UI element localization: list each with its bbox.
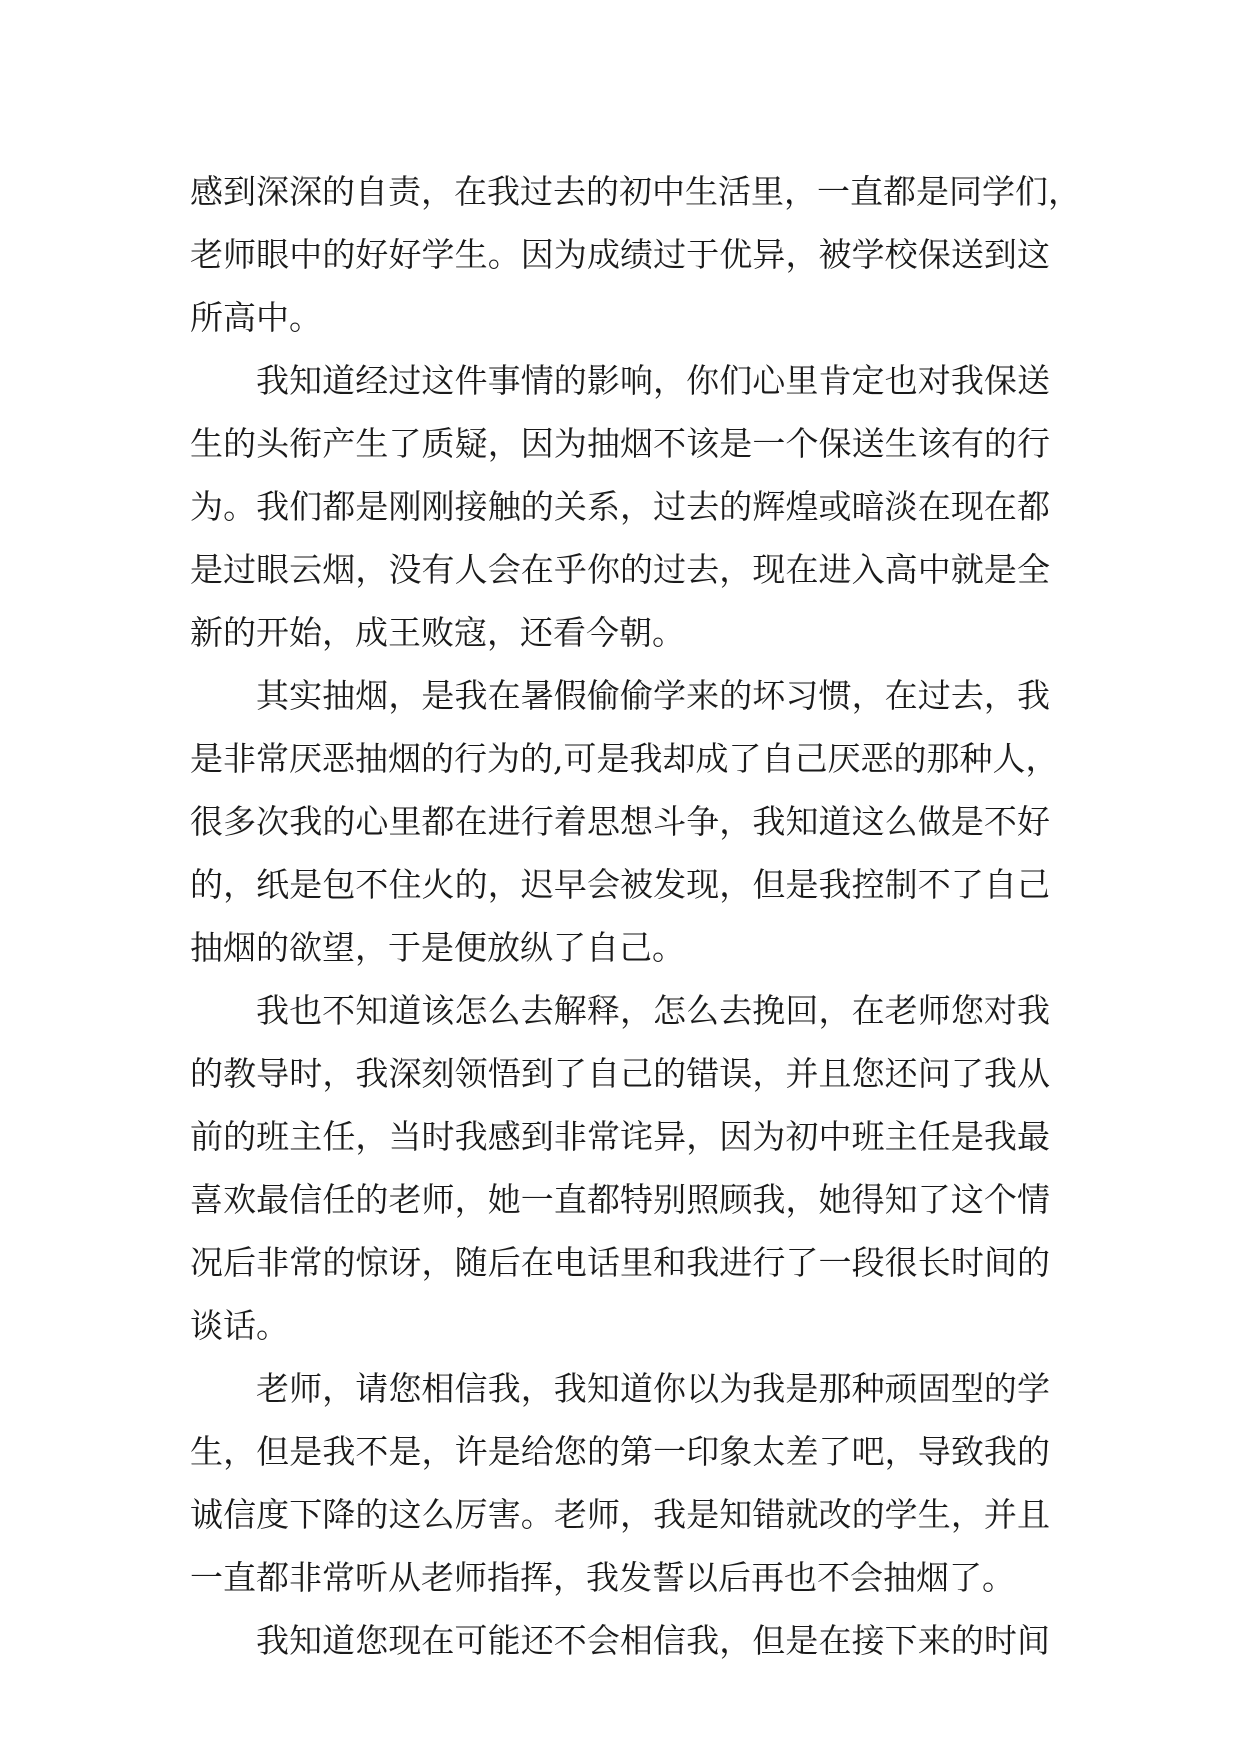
text-line: 生，但是我不是，许是给您的第一印象太差了吧，导致我的 bbox=[190, 1432, 1050, 1471]
text-line: 老师眼中的好好学生。因为成绩过于优异，被学校保送到这 bbox=[190, 235, 1050, 274]
text-line: 抽烟的欲望，于是便放纵了自己。 bbox=[190, 928, 685, 967]
text-line: 的教导时，我深刻领悟到了自己的错误，并且您还问了我从 bbox=[190, 1054, 1050, 1093]
text-line: 的，纸是包不住火的，迟早会被发现，但是我控制不了自己 bbox=[190, 865, 1050, 904]
text-line: 很多次我的心里都在进行着思想斗争，我知道这么做是不好 bbox=[190, 802, 1050, 841]
text-line: 前的班主任，当时我感到非常诧异，因为初中班主任是我最 bbox=[190, 1117, 1050, 1156]
text-line: 我知道经过这件事情的影响，你们心里肯定也对我保送 bbox=[256, 361, 1050, 400]
text-line: 谈话。 bbox=[190, 1306, 289, 1345]
text-line: 诚信度下降的这么厉害。老师，我是知错就改的学生，并且 bbox=[190, 1495, 1050, 1534]
body-text bbox=[190, 160, 1081, 1672]
text-line: 新的开始，成王败寇，还看今朝。 bbox=[190, 613, 685, 652]
text-line: 是非常厌恶抽烟的行为的,可是我却成了自己厌恶的那种人， bbox=[190, 739, 1059, 778]
text-line: 为。我们都是刚刚接触的关系，过去的辉煌或暗淡在现在都 bbox=[190, 487, 1050, 526]
text-line: 老师，请您相信我，我知道你以为我是那种顽固型的学 bbox=[256, 1369, 1050, 1408]
text-line: 一直都非常听从老师指挥，我发誓以后再也不会抽烟了。 bbox=[190, 1558, 1015, 1597]
text-line: 况后非常的惊讶，随后在电话里和我进行了一段很长时间的 bbox=[190, 1243, 1050, 1282]
text-line: 我也不知道该怎么去解释，怎么去挽回，在老师您对我 bbox=[256, 991, 1050, 1030]
text-line: 我知道您现在可能还不会相信我，但是在接下来的时间 bbox=[256, 1621, 1050, 1660]
text-line: 所高中。 bbox=[190, 298, 322, 337]
text-line: 是过眼云烟，没有人会在乎你的过去，现在进入高中就是全 bbox=[190, 550, 1050, 589]
text-line: 感到深深的自责，在我过去的初中生活里，一直都是同学们， bbox=[190, 172, 1081, 211]
text-line: 喜欢最信任的老师，她一直都特别照顾我，她得知了这个情 bbox=[190, 1180, 1050, 1219]
text-line: 其实抽烟，是我在暑假偷偷学来的坏习惯，在过去，我 bbox=[256, 676, 1050, 715]
text-line: 生的头衔产生了质疑，因为抽烟不该是一个保送生该有的行 bbox=[190, 424, 1050, 463]
